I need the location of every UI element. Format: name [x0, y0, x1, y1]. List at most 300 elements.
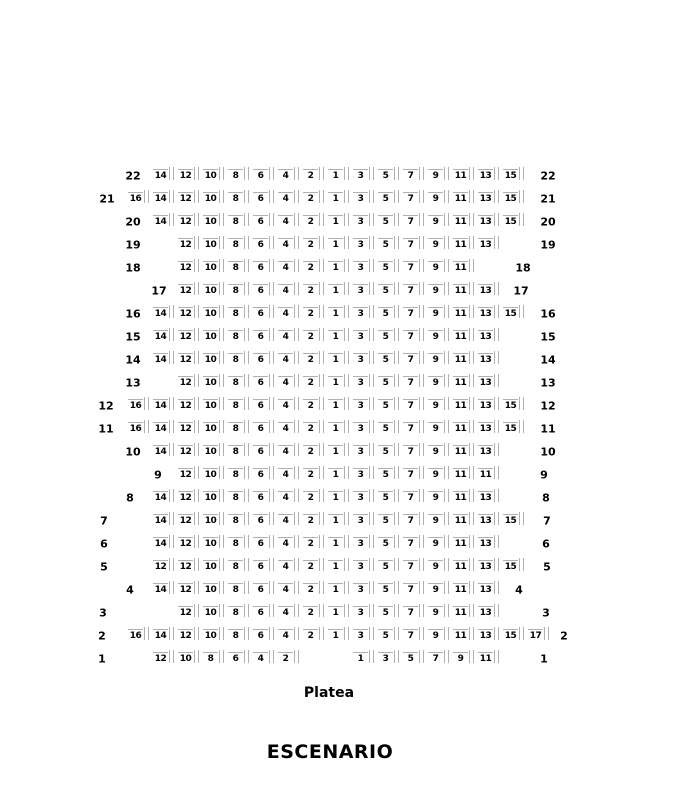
seat-row22-num8[interactable]: [228, 169, 243, 182]
seat-row8-num12[interactable]: [178, 491, 193, 504]
seat-row2-num11[interactable]: [453, 629, 468, 642]
seat-row8-num9[interactable]: [428, 491, 443, 504]
seat-row18-num1[interactable]: [328, 261, 343, 274]
seat-row8-num4[interactable]: [278, 491, 293, 504]
seat-row15-num10[interactable]: [203, 330, 218, 343]
seat-row5-num5[interactable]: [378, 560, 393, 573]
seat-row13-num11[interactable]: [453, 376, 468, 389]
seat-row21-num5[interactable]: [378, 192, 393, 205]
seat-row4-num1[interactable]: [328, 583, 343, 596]
seat-row12-num5[interactable]: [378, 399, 393, 412]
seat-row10-num9[interactable]: [428, 445, 443, 458]
seat-row8-num1[interactable]: [328, 491, 343, 504]
seat-row12-num10[interactable]: [203, 399, 218, 412]
seat-row4-num11[interactable]: [453, 583, 468, 596]
seat-row4-num3[interactable]: [353, 583, 368, 596]
seat-row7-num14[interactable]: [153, 514, 168, 527]
seat-row12-num8[interactable]: [228, 399, 243, 412]
seat-row1-num6[interactable]: [228, 652, 243, 665]
seat-row6-num9[interactable]: [428, 537, 443, 550]
seat-row19-num2[interactable]: [303, 238, 318, 251]
seat-row2-num4[interactable]: [278, 629, 293, 642]
seat-row16-num13[interactable]: [478, 307, 493, 320]
seat-row11-num4[interactable]: [278, 422, 293, 435]
seat-row7-num3[interactable]: [353, 514, 368, 527]
seat-row6-num6[interactable]: [253, 537, 268, 550]
seat-row20-num15[interactable]: [503, 215, 518, 228]
seat-row16-num6[interactable]: [253, 307, 268, 320]
seat-row6-num13[interactable]: [478, 537, 493, 550]
seat-row6-num11[interactable]: [453, 537, 468, 550]
seat-row5-num11[interactable]: [453, 560, 468, 573]
seat-row10-num2[interactable]: [303, 445, 318, 458]
seat-row22-num5[interactable]: [378, 169, 393, 182]
seat-row10-num1[interactable]: [328, 445, 343, 458]
seat-row2-num9[interactable]: [428, 629, 443, 642]
seat-row12-num13[interactable]: [478, 399, 493, 412]
seat-row8-num5[interactable]: [378, 491, 393, 504]
seat-row6-num8[interactable]: [228, 537, 243, 550]
seat-row17-num6[interactable]: [253, 284, 268, 297]
seat-row11-num2[interactable]: [303, 422, 318, 435]
seat-row14-num2[interactable]: [303, 353, 318, 366]
seat-row10-num11[interactable]: [453, 445, 468, 458]
seat-row20-num2[interactable]: [303, 215, 318, 228]
seat-row12-num14[interactable]: [153, 399, 168, 412]
seat-row5-num7[interactable]: [403, 560, 418, 573]
seat-row16-num2[interactable]: [303, 307, 318, 320]
seat-row5-num13[interactable]: [478, 560, 493, 573]
seat-row9-num11[interactable]: [453, 468, 468, 481]
seat-row10-num3[interactable]: [353, 445, 368, 458]
seat-row1-num4[interactable]: [253, 652, 268, 665]
seat-row4-num12[interactable]: [178, 583, 193, 596]
seat-row1-num12[interactable]: [153, 652, 168, 665]
seat-row21-num1[interactable]: [328, 192, 343, 205]
seat-row9-num10[interactable]: [203, 468, 218, 481]
seat-row19-num1[interactable]: [328, 238, 343, 251]
seat-row5-num4[interactable]: [278, 560, 293, 573]
seat-row5-num6[interactable]: [253, 560, 268, 573]
seat-row3-num11[interactable]: [453, 606, 468, 619]
seat-row19-num6[interactable]: [253, 238, 268, 251]
seat-row21-num15[interactable]: [503, 192, 518, 205]
seat-row18-num2[interactable]: [303, 261, 318, 274]
seat-row5-num3[interactable]: [353, 560, 368, 573]
seat-row9-num1[interactable]: [328, 468, 343, 481]
seat-row2-num15[interactable]: [503, 629, 518, 642]
seat-row4-num9[interactable]: [428, 583, 443, 596]
seat-row21-num11[interactable]: [453, 192, 468, 205]
seat-row12-num7[interactable]: [403, 399, 418, 412]
seat-row1-num11[interactable]: [478, 652, 493, 665]
seat-row1-num1[interactable]: [353, 652, 368, 665]
seat-row8-num7[interactable]: [403, 491, 418, 504]
seat-row2-num10[interactable]: [203, 629, 218, 642]
seat-row16-num10[interactable]: [203, 307, 218, 320]
seat-row15-num9[interactable]: [428, 330, 443, 343]
seat-row7-num5[interactable]: [378, 514, 393, 527]
seat-row6-num4[interactable]: [278, 537, 293, 550]
seat-row14-num12[interactable]: [178, 353, 193, 366]
seat-row3-num7[interactable]: [403, 606, 418, 619]
seat-row15-num5[interactable]: [378, 330, 393, 343]
seat-row3-num6[interactable]: [253, 606, 268, 619]
seat-row17-num4[interactable]: [278, 284, 293, 297]
seat-row15-num14[interactable]: [153, 330, 168, 343]
seat-row21-num13[interactable]: [478, 192, 493, 205]
seat-row19-num11[interactable]: [453, 238, 468, 251]
seat-row3-num2[interactable]: [303, 606, 318, 619]
seat-row2-num2[interactable]: [303, 629, 318, 642]
seat-row17-num13[interactable]: [478, 284, 493, 297]
seat-row9-num4[interactable]: [278, 468, 293, 481]
seat-row20-num5[interactable]: [378, 215, 393, 228]
seat-row10-num4[interactable]: [278, 445, 293, 458]
seat-row12-num12[interactable]: [178, 399, 193, 412]
seat-row22-num14[interactable]: [153, 169, 168, 182]
seat-row22-num10[interactable]: [203, 169, 218, 182]
seat-row18-num4[interactable]: [278, 261, 293, 274]
seat-row3-num1[interactable]: [328, 606, 343, 619]
seat-row7-num1[interactable]: [328, 514, 343, 527]
seat-row3-num4[interactable]: [278, 606, 293, 619]
seat-row22-num12[interactable]: [178, 169, 193, 182]
seat-row5-num10[interactable]: [203, 560, 218, 573]
seat-row6-num5[interactable]: [378, 537, 393, 550]
seat-row16-num7[interactable]: [403, 307, 418, 320]
seat-row6-num7[interactable]: [403, 537, 418, 550]
seat-row2-num1[interactable]: [328, 629, 343, 642]
seat-row15-num8[interactable]: [228, 330, 243, 343]
seat-row5-num12[interactable]: [153, 560, 168, 573]
seat-row10-num14[interactable]: [153, 445, 168, 458]
seat-row13-num8[interactable]: [228, 376, 243, 389]
seat-row5-num12[interactable]: [178, 560, 193, 573]
seat-row15-num3[interactable]: [353, 330, 368, 343]
seat-row20-num10[interactable]: [203, 215, 218, 228]
seat-row2-num14[interactable]: [153, 629, 168, 642]
seat-row4-num5[interactable]: [378, 583, 393, 596]
seat-row20-num11[interactable]: [453, 215, 468, 228]
seat-row5-num15[interactable]: [503, 560, 518, 573]
seat-row13-num5[interactable]: [378, 376, 393, 389]
seat-row12-num2[interactable]: [303, 399, 318, 412]
seat-row18-num7[interactable]: [403, 261, 418, 274]
seat-row16-num3[interactable]: [353, 307, 368, 320]
seat-row9-num11[interactable]: [478, 468, 493, 481]
seat-row3-num9[interactable]: [428, 606, 443, 619]
seat-row18-num8[interactable]: [228, 261, 243, 274]
seat-row14-num7[interactable]: [403, 353, 418, 366]
seat-row16-num9[interactable]: [428, 307, 443, 320]
seat-row22-num3[interactable]: [353, 169, 368, 182]
seat-row20-num4[interactable]: [278, 215, 293, 228]
seat-row20-num3[interactable]: [353, 215, 368, 228]
seat-row16-num1[interactable]: [328, 307, 343, 320]
seat-row20-num13[interactable]: [478, 215, 493, 228]
seat-row5-num9[interactable]: [428, 560, 443, 573]
seat-row14-num3[interactable]: [353, 353, 368, 366]
seat-row17-num7[interactable]: [403, 284, 418, 297]
seat-row14-num8[interactable]: [228, 353, 243, 366]
seat-row6-num1[interactable]: [328, 537, 343, 550]
seat-row4-num4[interactable]: [278, 583, 293, 596]
seat-row16-num15[interactable]: [503, 307, 518, 320]
seat-row13-num10[interactable]: [203, 376, 218, 389]
seat-row12-num16[interactable]: [128, 399, 143, 412]
seat-row15-num11[interactable]: [453, 330, 468, 343]
seat-row6-num2[interactable]: [303, 537, 318, 550]
seat-row1-num7[interactable]: [428, 652, 443, 665]
seat-row9-num6[interactable]: [253, 468, 268, 481]
seat-row13-num4[interactable]: [278, 376, 293, 389]
seat-row19-num4[interactable]: [278, 238, 293, 251]
seat-row2-num17[interactable]: [528, 629, 543, 642]
seat-row11-num8[interactable]: [228, 422, 243, 435]
seat-row12-num15[interactable]: [503, 399, 518, 412]
seat-row15-num1[interactable]: [328, 330, 343, 343]
seat-row17-num8[interactable]: [228, 284, 243, 297]
seat-row22-num1[interactable]: [328, 169, 343, 182]
seat-row1-num5[interactable]: [403, 652, 418, 665]
seat-row12-num9[interactable]: [428, 399, 443, 412]
seat-row18-num3[interactable]: [353, 261, 368, 274]
seat-row22-num11[interactable]: [453, 169, 468, 182]
seat-row7-num2[interactable]: [303, 514, 318, 527]
seat-row14-num4[interactable]: [278, 353, 293, 366]
seat-row7-num4[interactable]: [278, 514, 293, 527]
seat-row11-num15[interactable]: [503, 422, 518, 435]
seat-row7-num8[interactable]: [228, 514, 243, 527]
seat-row10-num6[interactable]: [253, 445, 268, 458]
seat-row8-num6[interactable]: [253, 491, 268, 504]
seat-row4-num2[interactable]: [303, 583, 318, 596]
seat-row7-num11[interactable]: [453, 514, 468, 527]
seat-row17-num9[interactable]: [428, 284, 443, 297]
seat-row4-num6[interactable]: [253, 583, 268, 596]
seat-row9-num12[interactable]: [178, 468, 193, 481]
seat-row13-num9[interactable]: [428, 376, 443, 389]
seat-row13-num1[interactable]: [328, 376, 343, 389]
seat-row3-num12[interactable]: [178, 606, 193, 619]
seat-row5-num1[interactable]: [328, 560, 343, 573]
seat-row1-num2[interactable]: [278, 652, 293, 665]
seat-row11-num1[interactable]: [328, 422, 343, 435]
seat-row13-num3[interactable]: [353, 376, 368, 389]
seat-row11-num12[interactable]: [178, 422, 193, 435]
seat-row12-num1[interactable]: [328, 399, 343, 412]
seat-row11-num11[interactable]: [453, 422, 468, 435]
seat-row22-num13[interactable]: [478, 169, 493, 182]
seat-row9-num2[interactable]: [303, 468, 318, 481]
seat-row2-num16[interactable]: [128, 629, 143, 642]
seat-row20-num14[interactable]: [153, 215, 168, 228]
seat-row7-num13[interactable]: [478, 514, 493, 527]
seat-row4-num8[interactable]: [228, 583, 243, 596]
seat-row16-num12[interactable]: [178, 307, 193, 320]
seat-row2-num6[interactable]: [253, 629, 268, 642]
seat-row9-num8[interactable]: [228, 468, 243, 481]
seat-row2-num12[interactable]: [178, 629, 193, 642]
seat-row20-num12[interactable]: [178, 215, 193, 228]
seat-row3-num5[interactable]: [378, 606, 393, 619]
seat-row11-num3[interactable]: [353, 422, 368, 435]
seat-row15-num7[interactable]: [403, 330, 418, 343]
seat-row11-num6[interactable]: [253, 422, 268, 435]
seat-row12-num6[interactable]: [253, 399, 268, 412]
seat-row22-num7[interactable]: [403, 169, 418, 182]
seat-row14-num1[interactable]: [328, 353, 343, 366]
seat-row11-num10[interactable]: [203, 422, 218, 435]
seat-row2-num13[interactable]: [478, 629, 493, 642]
seat-row17-num1[interactable]: [328, 284, 343, 297]
seat-row2-num8[interactable]: [228, 629, 243, 642]
seat-row6-num3[interactable]: [353, 537, 368, 550]
seat-row2-num7[interactable]: [403, 629, 418, 642]
seat-row9-num5[interactable]: [378, 468, 393, 481]
seat-row7-num6[interactable]: [253, 514, 268, 527]
seat-row17-num12[interactable]: [178, 284, 193, 297]
seat-row21-num3[interactable]: [353, 192, 368, 205]
seat-row20-num8[interactable]: [228, 215, 243, 228]
seat-row10-num12[interactable]: [178, 445, 193, 458]
seat-row18-num10[interactable]: [203, 261, 218, 274]
seat-row18-num11[interactable]: [453, 261, 468, 274]
seat-row20-num9[interactable]: [428, 215, 443, 228]
seat-row21-num10[interactable]: [203, 192, 218, 205]
seat-row9-num7[interactable]: [403, 468, 418, 481]
seat-row14-num6[interactable]: [253, 353, 268, 366]
seat-row14-num11[interactable]: [453, 353, 468, 366]
seat-row6-num12[interactable]: [178, 537, 193, 550]
seat-row15-num12[interactable]: [178, 330, 193, 343]
seat-row21-num9[interactable]: [428, 192, 443, 205]
seat-row19-num3[interactable]: [353, 238, 368, 251]
seat-row17-num2[interactable]: [303, 284, 318, 297]
seat-row10-num5[interactable]: [378, 445, 393, 458]
seat-row7-num10[interactable]: [203, 514, 218, 527]
seat-row7-num9[interactable]: [428, 514, 443, 527]
seat-row21-num4[interactable]: [278, 192, 293, 205]
seat-row16-num11[interactable]: [453, 307, 468, 320]
seat-row11-num9[interactable]: [428, 422, 443, 435]
seat-row6-num10[interactable]: [203, 537, 218, 550]
seat-row4-num7[interactable]: [403, 583, 418, 596]
seat-row22-num15[interactable]: [503, 169, 518, 182]
seat-row13-num6[interactable]: [253, 376, 268, 389]
seat-row15-num13[interactable]: [478, 330, 493, 343]
seat-row15-num2[interactable]: [303, 330, 318, 343]
seat-row19-num13[interactable]: [478, 238, 493, 251]
seat-row17-num5[interactable]: [378, 284, 393, 297]
seat-row11-num13[interactable]: [478, 422, 493, 435]
seat-row7-num12[interactable]: [178, 514, 193, 527]
seat-row10-num8[interactable]: [228, 445, 243, 458]
seat-row8-num3[interactable]: [353, 491, 368, 504]
seat-row19-num10[interactable]: [203, 238, 218, 251]
seat-row19-num9[interactable]: [428, 238, 443, 251]
seat-row14-num14[interactable]: [153, 353, 168, 366]
seat-row18-num12[interactable]: [178, 261, 193, 274]
seat-row9-num3[interactable]: [353, 468, 368, 481]
seat-row2-num5[interactable]: [378, 629, 393, 642]
seat-row12-num11[interactable]: [453, 399, 468, 412]
seat-row13-num13[interactable]: [478, 376, 493, 389]
seat-row9-num9[interactable]: [428, 468, 443, 481]
seat-row17-num11[interactable]: [453, 284, 468, 297]
seat-row1-num9[interactable]: [453, 652, 468, 665]
seat-row13-num12[interactable]: [178, 376, 193, 389]
seat-row21-num7[interactable]: [403, 192, 418, 205]
seat-row2-num3[interactable]: [353, 629, 368, 642]
seat-row14-num10[interactable]: [203, 353, 218, 366]
seat-row8-num8[interactable]: [228, 491, 243, 504]
seat-row15-num4[interactable]: [278, 330, 293, 343]
seat-row3-num8[interactable]: [228, 606, 243, 619]
seat-row21-num8[interactable]: [228, 192, 243, 205]
seat-row7-num15[interactable]: [503, 514, 518, 527]
seat-row17-num10[interactable]: [203, 284, 218, 297]
seat-row10-num13[interactable]: [478, 445, 493, 458]
seat-row18-num5[interactable]: [378, 261, 393, 274]
seat-row3-num10[interactable]: [203, 606, 218, 619]
seat-row22-num4[interactable]: [278, 169, 293, 182]
seat-row5-num2[interactable]: [303, 560, 318, 573]
seat-row21-num12[interactable]: [178, 192, 193, 205]
seat-row18-num9[interactable]: [428, 261, 443, 274]
seat-row1-num3[interactable]: [378, 652, 393, 665]
seat-row18-num6[interactable]: [253, 261, 268, 274]
seat-row4-num14[interactable]: [153, 583, 168, 596]
seat-row19-num5[interactable]: [378, 238, 393, 251]
seat-row11-num7[interactable]: [403, 422, 418, 435]
seat-row4-num10[interactable]: [203, 583, 218, 596]
seat-row1-num8[interactable]: [203, 652, 218, 665]
seat-row5-num8[interactable]: [228, 560, 243, 573]
seat-row10-num7[interactable]: [403, 445, 418, 458]
seat-row4-num13[interactable]: [478, 583, 493, 596]
seat-row7-num7[interactable]: [403, 514, 418, 527]
seat-row13-num7[interactable]: [403, 376, 418, 389]
seat-row8-num13[interactable]: [478, 491, 493, 504]
seat-row17-num3[interactable]: [353, 284, 368, 297]
seat-row12-num3[interactable]: [353, 399, 368, 412]
seat-row8-num11[interactable]: [453, 491, 468, 504]
seat-row21-num14[interactable]: [153, 192, 168, 205]
seat-row16-num4[interactable]: [278, 307, 293, 320]
seat-row14-num13[interactable]: [478, 353, 493, 366]
seat-row14-num9[interactable]: [428, 353, 443, 366]
seat-row19-num7[interactable]: [403, 238, 418, 251]
seat-row16-num8[interactable]: [228, 307, 243, 320]
seat-row19-num8[interactable]: [228, 238, 243, 251]
seat-row16-num5[interactable]: [378, 307, 393, 320]
seat-row22-num9[interactable]: [428, 169, 443, 182]
seat-row8-num14[interactable]: [153, 491, 168, 504]
seat-row8-num10[interactable]: [203, 491, 218, 504]
seat-row3-num3[interactable]: [353, 606, 368, 619]
seat-row21-num6[interactable]: [253, 192, 268, 205]
seat-row11-num14[interactable]: [153, 422, 168, 435]
seat-row14-num5[interactable]: [378, 353, 393, 366]
seat-row8-num2[interactable]: [303, 491, 318, 504]
seat-row1-num10[interactable]: [178, 652, 193, 665]
seat-row12-num4[interactable]: [278, 399, 293, 412]
seat-row3-num13[interactable]: [478, 606, 493, 619]
seat-row20-num6[interactable]: [253, 215, 268, 228]
seat-row22-num6[interactable]: [253, 169, 268, 182]
